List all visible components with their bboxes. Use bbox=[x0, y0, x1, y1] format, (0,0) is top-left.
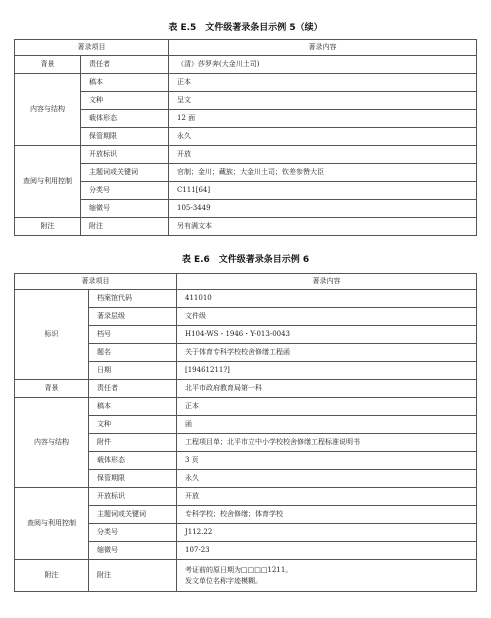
item-label: 载体形态 bbox=[89, 452, 177, 470]
item-label: 责任者 bbox=[81, 56, 169, 74]
item-label: 缩微号 bbox=[89, 542, 177, 560]
item-value: 专科学校；校舍修缮；体育学校 bbox=[177, 506, 477, 524]
item-value: C111[64] bbox=[169, 182, 477, 200]
item-label: 日期 bbox=[89, 362, 177, 380]
item-label: 载体形态 bbox=[81, 110, 169, 128]
item-value: （清）莎罗奔(大金川土司) bbox=[169, 56, 477, 74]
table-row bbox=[15, 182, 477, 200]
item-value: 正本 bbox=[177, 398, 477, 416]
table-e6-caption: 表 E.6 文件级著录条目示例 6 bbox=[181, 255, 310, 265]
item-value: 呈文 bbox=[169, 92, 477, 110]
table-row bbox=[15, 92, 477, 110]
item-label: 附注 bbox=[81, 218, 169, 236]
item-label: 保管期限 bbox=[81, 128, 169, 146]
item-label: 题名 bbox=[89, 344, 177, 362]
item-value: 107-23 bbox=[177, 542, 477, 560]
table-row bbox=[15, 146, 477, 164]
note-line-1: 考证前的原日期为□□□□1211。 bbox=[185, 566, 293, 574]
table-row bbox=[15, 74, 477, 92]
item-value: 官制；金川；藏族；大金川土司；钦差参赞大臣 bbox=[169, 164, 477, 182]
item-label: 分类号 bbox=[81, 182, 169, 200]
item-value: 411010 bbox=[177, 290, 477, 308]
group-label: 附注 bbox=[15, 218, 81, 236]
item-value: 3 页 bbox=[177, 452, 477, 470]
item-value: 关于体育专科学校校舍修缮工程函 bbox=[177, 344, 477, 362]
table-e5-caption: 表 E.5 文件级著录条目示例 5（续） bbox=[168, 23, 323, 33]
header-content: 著录内容 bbox=[169, 40, 477, 56]
group-label: 附注 bbox=[15, 560, 89, 592]
item-label: 档案馆代码 bbox=[89, 290, 177, 308]
item-label: 稿本 bbox=[89, 398, 177, 416]
item-value: 开放 bbox=[169, 146, 477, 164]
group-label: 查阅与利用控制 bbox=[15, 488, 89, 560]
item-label: 缩微号 bbox=[81, 200, 169, 218]
item-label: 保管期限 bbox=[89, 470, 177, 488]
group-label: 内容与结构 bbox=[15, 74, 81, 146]
item-value: 开放 bbox=[177, 488, 477, 506]
item-label: 附件 bbox=[89, 434, 177, 452]
table-e5 bbox=[14, 39, 477, 236]
item-label: 稿本 bbox=[81, 74, 169, 92]
item-value: 永久 bbox=[169, 128, 477, 146]
header-item: 著录项目 bbox=[15, 274, 177, 290]
note-line-2: 发文单位名称字迹模糊。 bbox=[185, 576, 262, 585]
item-value: 12 面 bbox=[169, 110, 477, 128]
item-label: 著录层级 bbox=[89, 308, 177, 326]
item-label: 主题词或关键词 bbox=[81, 164, 169, 182]
item-value bbox=[177, 560, 477, 592]
item-value: 北平市政府教育局第一科 bbox=[177, 380, 477, 398]
item-value: 永久 bbox=[177, 470, 477, 488]
item-value: 正本 bbox=[169, 74, 477, 92]
item-label: 主题词或关键词 bbox=[89, 506, 177, 524]
table-row bbox=[15, 164, 477, 182]
item-label: 档号 bbox=[89, 326, 177, 344]
item-label: 分类号 bbox=[89, 524, 177, 542]
item-label: 开放标识 bbox=[81, 146, 169, 164]
table-row bbox=[15, 218, 477, 236]
group-label: 标识 bbox=[15, 290, 89, 380]
table-row bbox=[15, 290, 477, 308]
table-row bbox=[15, 488, 477, 506]
item-value: 105-3449 bbox=[169, 200, 477, 218]
item-value: 文件级 bbox=[177, 308, 477, 326]
table-row bbox=[15, 56, 477, 74]
table-row bbox=[15, 200, 477, 218]
table-row bbox=[15, 128, 477, 146]
item-label: 开放标识 bbox=[89, 488, 177, 506]
item-label: 附注 bbox=[89, 560, 177, 592]
item-value: 另有满文本 bbox=[169, 218, 477, 236]
table-e6 bbox=[14, 273, 477, 592]
table-row bbox=[15, 380, 477, 398]
group-label: 查阅与利用控制 bbox=[15, 146, 81, 218]
table-row bbox=[15, 560, 477, 592]
item-label: 责任者 bbox=[89, 380, 177, 398]
group-label: 背景 bbox=[15, 380, 89, 398]
item-value: J112.22 bbox=[177, 524, 477, 542]
item-value: H104-WS・1946・Y-013-0043 bbox=[177, 326, 477, 344]
table-header-row bbox=[15, 40, 477, 56]
group-label: 内容与结构 bbox=[15, 398, 89, 488]
item-value: [19461211?] bbox=[177, 362, 477, 380]
group-label: 背景 bbox=[15, 56, 81, 74]
table-row bbox=[15, 110, 477, 128]
item-label: 文种 bbox=[89, 416, 177, 434]
item-value: 函 bbox=[177, 416, 477, 434]
item-label: 文种 bbox=[81, 92, 169, 110]
table-row bbox=[15, 398, 477, 416]
header-item: 著录项目 bbox=[15, 40, 169, 56]
table-header-row bbox=[15, 274, 477, 290]
header-content: 著录内容 bbox=[177, 274, 477, 290]
item-value: 工程项目单；北平市立中小学校校舍修缮工程标准说明书 bbox=[177, 434, 477, 452]
